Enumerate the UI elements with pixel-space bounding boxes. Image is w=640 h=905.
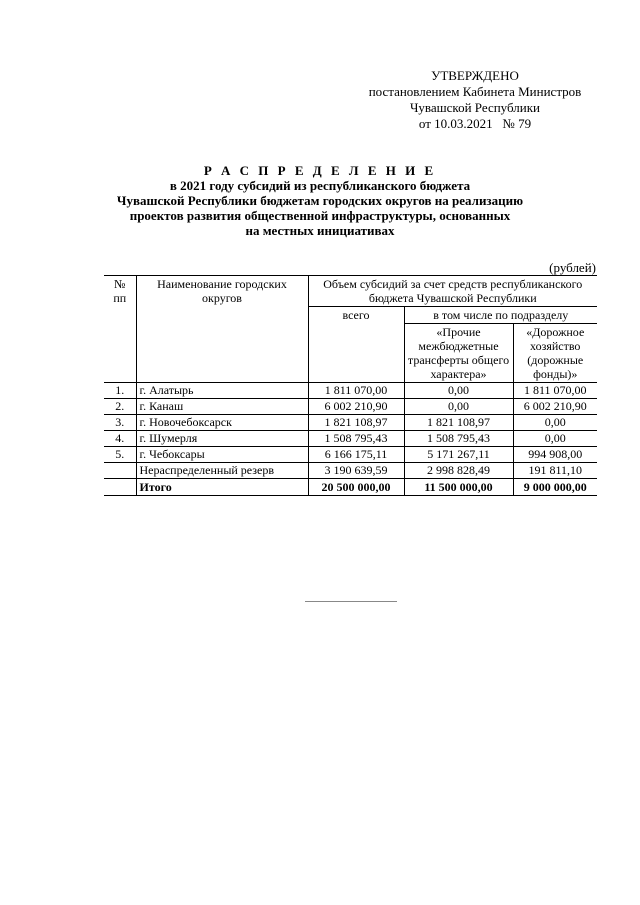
row-col1-cell: 0,00 (404, 399, 513, 415)
table-row (104, 447, 597, 463)
header-including: в том числе по подразделу (404, 307, 597, 324)
row-col1-cell: 2 998 828,49 (404, 463, 513, 479)
table-row (104, 415, 597, 431)
row-col2-cell: 0,00 (513, 431, 597, 447)
row-name-cell: Нераспределенный резерв (136, 463, 308, 479)
header-volume: Объем субсидий за счет средств республиканского бюджета Чувашской Республики (308, 276, 597, 307)
table-row (104, 431, 597, 447)
row-name-cell: Итого (136, 479, 308, 496)
row-name-cell: г. Алатырь (136, 383, 308, 399)
header-total: всего (308, 307, 404, 383)
header-col1: «Прочие межбюджетные трансферты общего характера» (404, 324, 513, 383)
row-col1-cell: 1 508 795,43 (404, 431, 513, 447)
row-total-cell: 1 821 108,97 (308, 415, 404, 431)
row-col2-cell: 6 002 210,90 (513, 399, 597, 415)
row-col1-cell: 5 171 267,11 (404, 447, 513, 463)
row-total-cell: 1 508 795,43 (308, 431, 404, 447)
table-row (104, 463, 597, 479)
title-line-2: Чувашской Республики бюджетам городских округов на реализацию (116, 193, 524, 208)
title-heading: Р А С П Р Е Д Е Л Е Н И Е (203, 163, 437, 178)
header-num: № пп (104, 276, 136, 383)
title-line-4: на местных инициативах (245, 223, 395, 238)
title-line-1: в 2021 году субсидий из республиканского бюджета (169, 178, 471, 193)
row-total-cell: 20 500 000,00 (308, 479, 404, 496)
row-name-cell: г. Шумерля (136, 431, 308, 447)
title-line-3: проектов развития общественной инфраструктуры, основанных (129, 208, 511, 223)
row-total-cell: 6 166 175,11 (308, 447, 404, 463)
approval-block (350, 68, 600, 132)
unit-label: (рублей) (549, 260, 596, 275)
row-num-cell: 2. (104, 399, 136, 415)
table-row (104, 399, 597, 415)
approval-heading: УТВЕРЖДЕНО (431, 68, 519, 83)
header-col2: «Дорожное хозяйство (дорожные фонды)» (513, 324, 597, 383)
table-row (104, 383, 597, 399)
row-col2-cell: 0,00 (513, 415, 597, 431)
row-col2-cell: 994 908,00 (513, 447, 597, 463)
table-total-row (104, 479, 597, 496)
row-name-cell: г. Чебоксары (136, 447, 308, 463)
row-total-cell: 1 811 070,00 (308, 383, 404, 399)
row-name-cell: г. Новочебоксарск (136, 415, 308, 431)
footer-divider (305, 601, 397, 602)
row-num-cell: 1. (104, 383, 136, 399)
approval-republic: Чувашской Республики (409, 100, 541, 115)
subsidy-table (104, 275, 597, 496)
document-title (80, 163, 560, 238)
row-col2-cell: 1 811 070,00 (513, 383, 597, 399)
row-col1-cell: 0,00 (404, 383, 513, 399)
header-name: Наименование городских округов (136, 276, 308, 383)
row-num-cell (104, 463, 136, 479)
row-col1-cell: 1 821 108,97 (404, 415, 513, 431)
row-col2-cell: 9 000 000,00 (513, 479, 597, 496)
row-col2-cell: 191 811,10 (513, 463, 597, 479)
row-num-cell: 3. (104, 415, 136, 431)
row-num-cell: 5. (104, 447, 136, 463)
row-num-cell: 4. (104, 431, 136, 447)
approval-date-number: от 10.03.2021 № 79 (418, 116, 532, 131)
row-num-cell (104, 479, 136, 496)
approval-decree: постановлением Кабинета Министров (368, 84, 582, 99)
row-total-cell: 3 190 639,59 (308, 463, 404, 479)
row-total-cell: 6 002 210,90 (308, 399, 404, 415)
table-header-row-1 (104, 276, 597, 307)
row-name-cell: г. Канаш (136, 399, 308, 415)
row-col1-cell: 11 500 000,00 (404, 479, 513, 496)
